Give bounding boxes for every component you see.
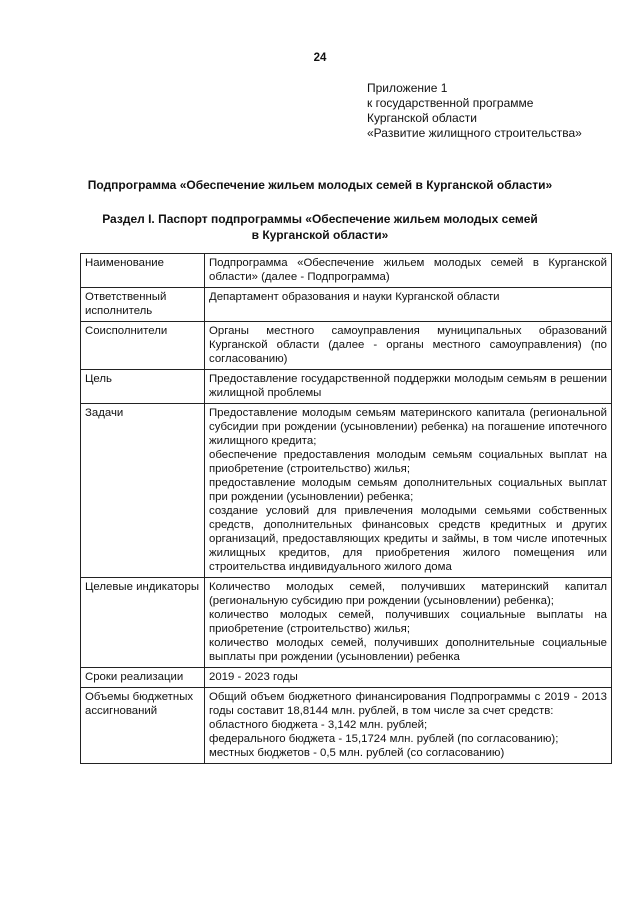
subprogram-title: Подпрограмма «Обеспечение жильем молодых семей в Курганской области» (87, 178, 553, 192)
row-value-line: количество молодых семей, получивших дополнительные социальные выплаты при рождении (усыновлении) ребенка (209, 637, 607, 663)
row-value (205, 668, 612, 688)
table-row (81, 578, 612, 668)
row-label: Наименование (81, 254, 205, 288)
row-value-line: количество молодых семей, получивших социальные выплаты на приобретение (строительство) жилья; (209, 609, 607, 635)
row-label: Сроки реализации (81, 668, 205, 688)
row-value (205, 404, 612, 578)
row-value (205, 370, 612, 404)
appendix-heading (367, 81, 617, 141)
row-value-line: федерального бюджета - 15,1724 млн. рублей (по согласованию); (209, 733, 559, 745)
row-label: Соисполнители (81, 322, 205, 370)
row-label: Ответственный исполнитель (81, 288, 205, 322)
row-value (205, 688, 612, 764)
row-value-line: Департамент образования и науки Курганской области (209, 291, 500, 303)
row-value (205, 288, 612, 322)
row-value-line: Предоставление молодым семьям материнского капитала (региональной субсидии при рождении (усыновлении) ребенка) на погашение ипотечного жилищного кредита; (209, 407, 607, 447)
row-label: Задачи (81, 404, 205, 578)
table-row (81, 370, 612, 404)
section-title-line: Раздел I. Паспорт подпрограммы «Обеспечение жильем молодых семей (102, 212, 538, 226)
table-row (81, 688, 612, 764)
section-title (70, 211, 570, 243)
row-value-line: создание условий для привлечения молодыми семьями собственных средств, дополнительных финансовых средств кредитных и других организаций, предоставляющих кредиты и займы, в том числе ипотечных жилищных кредитов, для приобретения жилого помещения или строительства индивидуального жилого дома (209, 505, 607, 573)
appendix-line: Приложение 1 (367, 81, 448, 95)
table-row (81, 288, 612, 322)
row-value (205, 254, 612, 288)
row-label: Объемы бюджетных ассигнований (81, 688, 205, 764)
row-value (205, 322, 612, 370)
page-number: 24 (313, 52, 327, 64)
row-value-line: Подпрограмма «Обеспечение жильем молодых семей в Курганской области» (далее - Подпрограмма) (209, 257, 607, 283)
row-label: Целевые индикаторы (81, 578, 205, 668)
row-value-line: местных бюджетов - 0,5 млн. рублей (со согласованию) (209, 747, 505, 759)
row-value-line: 2019 - 2023 годы (209, 671, 298, 683)
appendix-line: Курганской области (367, 111, 477, 125)
row-value-line: предоставление молодым семьям дополнительных социальных выплат при рождении (усыновлении) ребенка; (209, 477, 607, 503)
row-value-line: обеспечение предоставления молодым семьям социальных выплат на приобретение (строительство) жилья; (209, 449, 607, 475)
table-row (81, 404, 612, 578)
row-value (205, 578, 612, 668)
row-label: Цель (81, 370, 205, 404)
table-row (81, 668, 612, 688)
row-value-line: Количество молодых семей, получивших материнский капитал (региональную субсидию при рождении (усыновлении) ребенка); (209, 581, 607, 607)
row-value-line: Общий объем бюджетного финансирования Подпрограммы с 2019 - 2013 годы составит 18,8144 млн. рублей, в том числе за счет средств: (209, 691, 607, 717)
appendix-line: к государственной программе (367, 96, 534, 110)
table-row (81, 254, 612, 288)
section-title-line: в Курганской области» (251, 228, 389, 242)
row-value-line: областного бюджета - 3,142 млн. рублей; (209, 719, 428, 731)
row-value-line: Предоставление государственной поддержки молодым семьям в решении жилищной проблемы (209, 373, 607, 399)
row-value-line: Органы местного самоуправления муниципальных образований Курганской области (далее - органы местного самоуправления) (по согласованию) (209, 325, 607, 365)
passport-table (80, 253, 612, 764)
appendix-line: «Развитие жилищного строительства» (367, 126, 582, 140)
table-row (81, 322, 612, 370)
